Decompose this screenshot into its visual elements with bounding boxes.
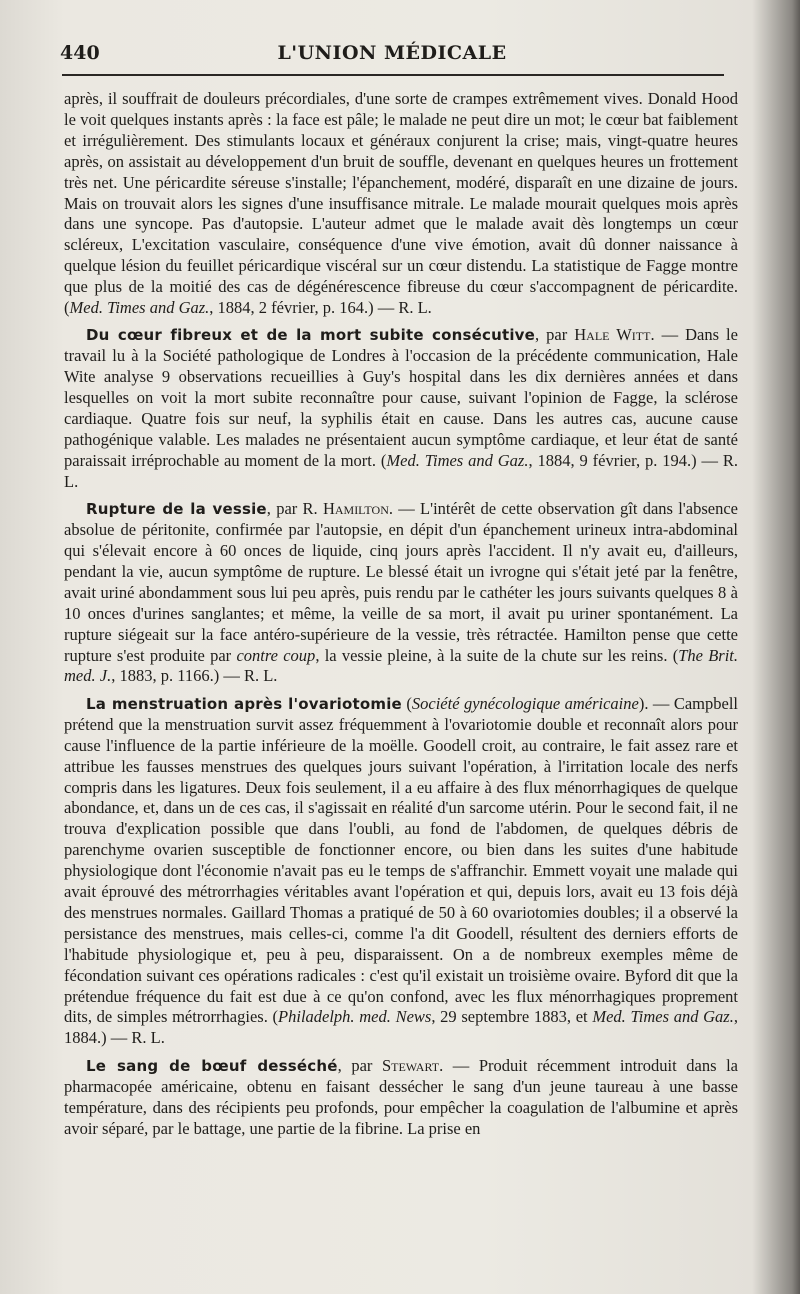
running-title: L'UNION MÉDICALE xyxy=(277,42,507,64)
article-text-continued: , la vessie pleine, à la suite de la chute sur les reins. ( xyxy=(315,645,679,665)
article-sang-boeuf xyxy=(64,1056,738,1140)
header-rule xyxy=(62,74,724,76)
article-society: Société gynécologique américaine xyxy=(411,693,639,713)
page-number: 440 xyxy=(60,42,100,64)
article-text: . — Campbell prétend que la menstruation survit assez fréquemment à l'ovariotomie double et reconnaît alors pour cause l'influence de la partie inférieure de la moëlle. Goodell croit, au contraire, le fait assez rare et attribue les fausses menstrues des quelques jours suivant l'opération, à l'irritation locale des nerfs compris dans les ligatures. Deux fois seulement, il a eu affaire à des flux ménorrhagiques de quelque abondance, et, dans un de ces cas, il s'agissait en réalité d'un sarcome utérin. Pour le second fait, il ne trouva d'explication possible que dans l'oubli, au fond de l'abdomen, de quelques débris de parenchyme ovarien susceptible de fonctionner encore, ou bien dans les suites d'une habitude physiologique dont l'économie n'avait pas eu le temps de s'affranchir. Emmett voyait une malade qui avait éprouvé des métrorrhagies véritables avant l'opération et qui, depuis lors, avait eu 13 fois déjà des menstrues normales. Gaillard Thomas a pratiqué de 50 à 60 ovariotomies doubles; il a observé la persistance des menstrues, mais celles-ci, comme l'a dit Goodell, résultent des derniers efforts de l'habitude physiologique et, peu à peu, disparaissent. On a de nombreux exemples même de fécondation suivant ces opérations radicales : c'est qu'il existait un troisième ovaire. Byford dit que la prétendue fréquence du fait est due à ce qu'on confond, avec les flux ménorrhagiques proprement dits, de simples métrorrhagies. ( xyxy=(64,693,739,1027)
article-text: . — L'intérêt de cette observation gît dans l'absence absolue de péritonite, confirmée par l'autopsie, en dépit d'un épanchement urineux intra-abdominal qui s'élevait encore à 60 onces de liquide, cinq jours après l'accident. Il n'y avait eu, d'ailleurs, pendant la vie, aucun symptôme de rupture. Le blessé était un ivrogne qui s'était jeté par la fenêtre, avait uriné abondamment sous lui peu après, puis rendu par le cathéter les jours suivants quelques 8 à 10 onces d'urines sanglantes; et même, la veille de sa mort, il avait pu uriner spontanément. La rupture siégeait sur la face antéro-supérieure de la vessie, très rétractée. Hamilton pense que cette rupture s'est produite par xyxy=(64,499,738,665)
reference-middle: , 29 septembre 1883, et xyxy=(431,1007,593,1027)
reference-tail: , 1884, 9 février, p. 194.) — R. L. xyxy=(64,450,739,491)
reference-journal: Med. Times and Gaz. xyxy=(386,450,529,470)
reference-journal: Philadelph. med. News xyxy=(278,1007,432,1027)
reference-tail: , 1884.) — R. L. xyxy=(64,1007,738,1048)
article-emphasis: contre coup xyxy=(236,645,316,665)
reference-tail: , 1884, 2 février, p. 164.) — R. L. xyxy=(209,298,432,318)
article-author: Stewart xyxy=(381,1055,440,1075)
article-rupture-vessie xyxy=(64,499,738,687)
article-title: Du cœur fibreux et de la mort subite consécutive xyxy=(86,326,536,345)
continuation-text: après, il souffrait de douleurs précordiales, d'une sorte de crampes extrêmement vives. Donald Hood le voit quelques instants après : la face est pâle; le malade ne peut dire un mot; le cœur bat faiblement et irrégulièrement. Des stimulants locaux et généraux conjurent la crise; mais, vingt-quatre heures après, on assistait au développement d'un bruit de souffle, devenant en quelques heures un frottement très net. Une péricardite séreuse s'installe; l'épanchement, modéré, disparaît en une dizaine de jours. Mais on trouvait alors les signes d'une insuffisance mitrale. Le malade mourait quelques mois après dans une syncope. Pas d'autopsie. L'auteur admet que le malade avait dès longtemps un cœur scléreux, L'excitation vasculaire, conséquence d'une vive émotion, avait dû donner naissance à quelque lésion du feuillet péricardique viscéral sur un cœur distendu. La statistique de Fagge montre que plus de la moitié des cas de dégénérescence fibreuse du cœur s'accompagnent de péricardite. ( xyxy=(64,89,738,318)
article-menstruation-ovariotomie: La menstruation après l'ovariotomie (Société gynécologique américaine). — Campbell prétend que la menstruation survit assez fréquemment à l'ovariotomie double et reconnaît alors pour cause l'influence de la partie inférieure de la moëlle. Goodell croit, au contraire, le fait assez rare et attribue les fausses menstrues des quelques jours suivant l'opération, à l'irritation locale des nerfs compris dans les ligatures. Deux fois seulement, il a eu affaire à des flux ménorrhagiques de quelque abondance, et, dans un de ces cas, il s'agissait en réalité d'un sarcome utérin. Pour le second fait, il ne trouva d'explication possible que dans l'oubli, au fond de l'abdomen, de quelques débris de parenchyme ovarien susceptible de fonctionner encore, ou bien dans les suites d'une habitude physiologique dont l'économie n'avait pas eu le temps de s'affranchir. Emmett voyait une malade qui avait éprouvé des métrorrhagies véritables avant l'opération et qui, depuis lors, avait eu 13 fois déjà des menstrues normales. Gaillard Thomas a pratiqué de 50 à 60 ovariotomies doubles; il a observé la persistance des menstrues, mais celles-ci, comme l'a dit Goodell, résultent des derniers efforts de l'habitude physiologique et, peu à peu, disparaissent. On a de nombreux exemples même de fécondation suivant ces opérations radicales : c'est qu'il existait un troisième ovaire. Byford dit que la prétendue fréquence du fait est due à ce qu'on confond, avec les flux ménorrhagiques proprement dits, de simples métrorrhagies. (Philadelph. med. News, 29 septembre 1883, et Med. Times and Gaz., 1884.) — R. L. xyxy=(64,693,739,1048)
article-by: , par xyxy=(337,1055,382,1075)
body-text xyxy=(64,89,738,1139)
article-text: . — Produit récemment introduit dans la pharmacopée américaine, obtenu en faisant dessécher le sang d'un jeune taureau à une basse température, dans des récipients peu profonds, pour empêcher la coagulation de l'albumine et après avoir séparé, par le battage, une partie de la fibrine. La prise en xyxy=(64,1055,738,1138)
continuation-paragraph xyxy=(64,89,738,319)
reference-journal: The Brit. med. J. xyxy=(64,645,738,686)
article-title: Le sang de bœuf desséché xyxy=(86,1056,338,1075)
article-text: . — Dans le travail lu à la Société pathologique de Londres à l'occasion de la précédente communication, Hale Wite analyse 9 observations recueillies à Guy's hospital dans les dix dernières années et dans lesquelles on voit la mort subite reconnaître pour cause, suivant l'opinion de Fagge, la sclérose cardiaque. Quatre fois sur neuf, la syphilis était en cause. Dans les autres cas, aucune cause pathogénique valable. Les malades ne présentaient aucun symptôme cardiaque, et leur état de santé paraissait irréprochable au moment de la mort. ( xyxy=(64,325,738,470)
reference-tail: , 1883, p. 1166.) — R. L. xyxy=(111,666,278,686)
article-author: Hamilton xyxy=(322,499,389,519)
reference-journal: Med. Times and Gaz. xyxy=(69,298,210,318)
article-by: , par xyxy=(535,325,575,345)
article-by: , par R. xyxy=(266,499,323,519)
page-header xyxy=(60,42,724,72)
article-coeur-fibreux xyxy=(64,325,738,492)
article-title: La menstruation après l'ovariotomie xyxy=(86,694,402,713)
reference-journal-second: Med. Times and Gaz. xyxy=(592,1007,734,1027)
article-author: Hale Witt xyxy=(574,325,651,345)
article-title: Rupture de la vessie xyxy=(86,500,267,519)
